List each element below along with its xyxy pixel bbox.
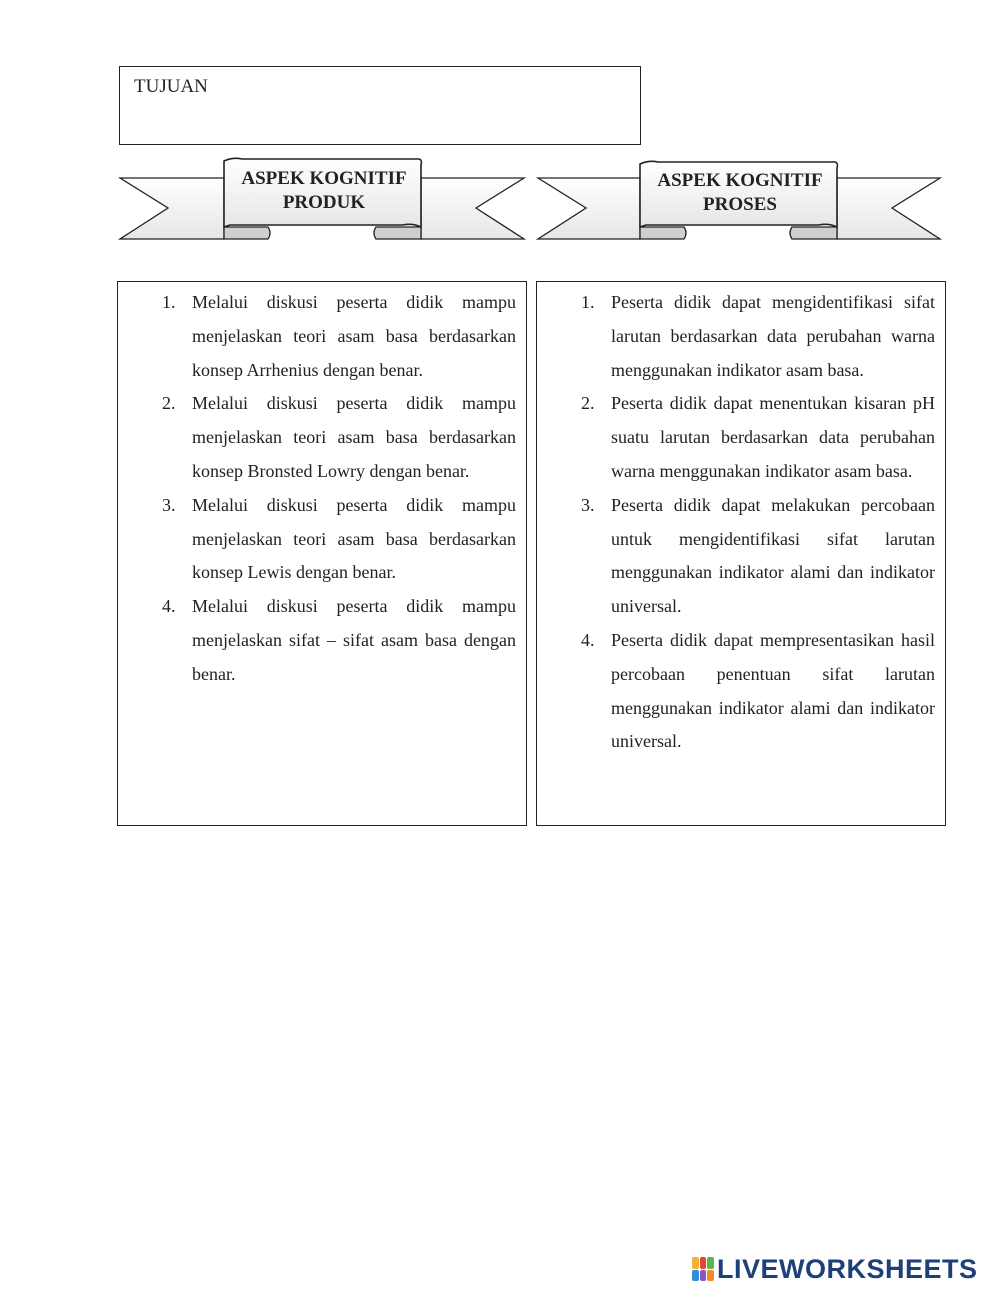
banner-proses-line2: PROSES (703, 194, 777, 215)
produk-item-4-text: Melalui diskusi peserta didik mampu menjelaskan sifat – sifat asam basa dengan benar. (192, 596, 516, 684)
proses-item-3 (581, 489, 935, 624)
proses-item-1-text: Peserta didik dapat mengidentifikasi sifat larutan berdasarkan data perubahan warna menggunakan indikator asam basa. (611, 292, 935, 380)
produk-item-2-text: Melalui diskusi peserta didik mampu menjelaskan teori asam basa berdasarkan konsep Bronsted Lowry dengan benar. (192, 393, 516, 481)
proses-item-3-number: 3. (581, 494, 595, 515)
produk-item-1-number: 1. (162, 292, 176, 312)
proses-item-4-text: Peserta didik dapat mempresentasikan hasil percobaan penentuan sifat larutan menggunakan indikator alami dan indikator universal. (611, 629, 935, 752)
banner-proses-title (640, 169, 840, 217)
produk-item-3-text: Melalui diskusi peserta didik mampu menjelaskan teori asam basa berdasarkan konsep Lewis dengan benar. (192, 494, 516, 583)
mark-cell-6 (707, 1270, 714, 1282)
produk-item-1-text: Melalui diskusi peserta didik mampu menjelaskan teori asam basa berdasarkan konsep Arrhenius dengan benar. (192, 292, 516, 380)
liveworksheets-logo-text: LIVEWORKSHEETS (717, 1253, 978, 1284)
banner-proses (536, 155, 946, 243)
produk-item-2 (162, 387, 516, 488)
banner-produk-line2: PRODUK (282, 192, 366, 213)
produk-item-1 (162, 286, 516, 387)
mark-cell-3 (707, 1257, 714, 1269)
proses-item-4-number: 4. (581, 629, 595, 650)
proses-item-3-text: Peserta didik dapat melakukan percobaan untuk mengidentifikasi sifat larutan menggunakan indikator alami dan indikator universal. (611, 494, 935, 617)
produk-item-3-number: 3. (162, 494, 176, 515)
produk-objectives-list (162, 286, 516, 692)
mark-cell-2 (700, 1257, 707, 1269)
proses-objectives-list (581, 286, 935, 759)
banner-produk-title (224, 167, 424, 215)
tujuan-label: TUJUAN (134, 76, 208, 97)
proses-item-2 (581, 387, 935, 488)
mark-cell-5 (700, 1270, 707, 1282)
tujuan-box (119, 66, 641, 145)
proses-item-2-text: Peserta didik dapat menentukan kisaran pH suatu larutan berdasarkan data perubahan warna menggunakan indikator asam basa. (611, 393, 935, 481)
proses-item-1-number: 1. (581, 292, 595, 312)
mark-cell-4 (692, 1270, 699, 1282)
produk-item-4 (162, 590, 516, 691)
banner-produk (118, 155, 528, 243)
produk-item-3 (162, 489, 516, 590)
mark-cell-1 (692, 1257, 699, 1269)
proses-item-4 (581, 624, 935, 759)
proses-item-2-number: 2. (581, 393, 595, 414)
produk-objectives-box (117, 281, 527, 826)
banner-proses-line1: ASPEK KOGNITIF (657, 170, 823, 191)
proses-objectives-box (536, 281, 946, 826)
liveworksheets-logo (692, 1253, 978, 1285)
liveworksheets-mark-icon (692, 1257, 714, 1281)
proses-item-1 (581, 286, 935, 387)
banner-produk-line1: ASPEK KOGNITIF (241, 168, 407, 189)
produk-item-2-number: 2. (162, 393, 176, 414)
produk-item-4-number: 4. (162, 596, 176, 617)
